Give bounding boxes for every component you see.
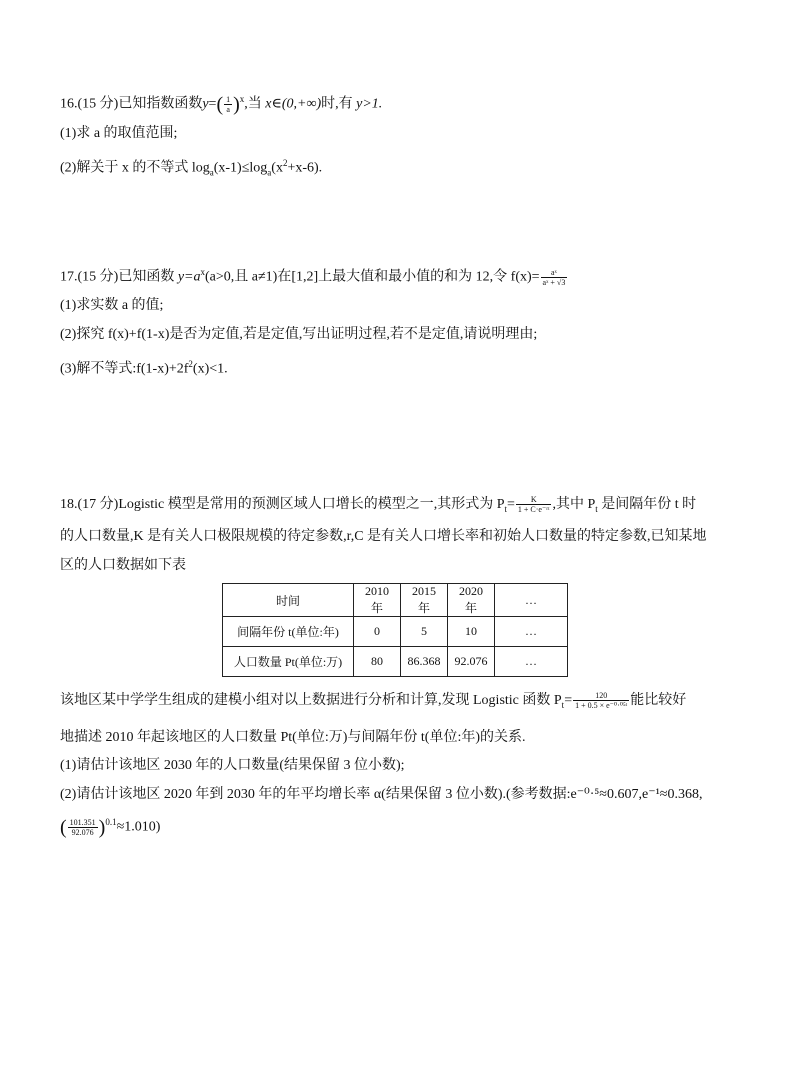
table-cell: 间隔年份 t(单位:年) (223, 617, 354, 647)
q18-stem-eq: = (507, 497, 515, 512)
q17-stem-a: 17.(15 分)已知函数 (60, 269, 178, 285)
table-cell: 10 (448, 617, 495, 647)
q18-ref-val: ≈1.010) (116, 819, 161, 835)
table-cell: 2020 年 (448, 584, 495, 617)
q18-ref-exp: 0.1 (105, 817, 117, 827)
q16-part2-c: (x (271, 160, 283, 176)
q17-frac-num: aˣ (541, 268, 568, 278)
q17-frac-den: aˣ + √3 (542, 277, 566, 287)
table-cell: 80 (354, 647, 401, 677)
q17-part3-b: (x)<1. (192, 361, 228, 377)
q17-fraction (541, 268, 568, 287)
q18-line2: 的人口数量,K 是有关人口极限规模的待定参数,r,C 是有关人口增长率和初始人口数量的特定参数,已知某地 (60, 529, 707, 544)
q16-stem-c: 时,有 (321, 96, 357, 112)
q16-func-var: y (202, 96, 209, 112)
q18-after-a: 该地区某中学学生组成的建模小组对以上数据进行分析和计算,发现 Logistic 函数 P (60, 693, 562, 708)
q18-ref-paren-open: ( (60, 816, 67, 839)
q16-paren-close: ) (233, 93, 240, 116)
q18-part1: (1)请估计该地区 2030 年的人口数量(结果保留 3 位小数); (60, 758, 405, 773)
q16-part2-d: +x-6). (287, 160, 323, 176)
q18-ref-num: 101.351 (69, 817, 96, 827)
q18-after-sub: t (561, 699, 565, 710)
q16-cond: x∈(0,+∞) (265, 96, 322, 112)
q16-stem-text: 16.(15 分)已知指数函数 (60, 96, 203, 112)
q18-after-b: 能比较好 (630, 693, 687, 708)
q17-stem-b: (a>0,且 a≠1)在[1,2]上最大值和最小值的和为 12,令 f(x)= (205, 269, 540, 285)
q17-part1: (1)求实数 a 的值; (60, 298, 164, 313)
table-cell: 人口数量 Pt(单位:万) (223, 647, 354, 677)
q18-stem-sub: t (504, 503, 508, 514)
q16-part1: (1)求 a 的取值范围; (60, 126, 178, 141)
q16-exp: x (239, 94, 245, 104)
q18-after-fraction (573, 691, 629, 710)
q18-stem-c: 是间隔年份 t 时 (597, 497, 697, 512)
table-cell: 0 (354, 617, 401, 647)
q18-after-frac-num: 120 (573, 691, 629, 701)
q18-frac-den: 1 + C·e⁻ʳᵗ (517, 505, 550, 515)
q16-fraction (224, 95, 232, 114)
q16-result: y>1. (356, 96, 383, 112)
q17-part3 (60, 354, 228, 380)
table-cell: … (495, 617, 568, 647)
q17-stem (60, 262, 568, 288)
table-cell: 86.368 (401, 647, 448, 677)
q17-func-sup: x (200, 267, 205, 277)
q18-ref (60, 812, 160, 838)
q16-part2-b: (x-1)≤log (213, 160, 268, 176)
q18-stem-b: ,其中 P (552, 497, 596, 512)
q16-part2 (60, 153, 322, 182)
q17-part3-a: (3)解不等式:f(1-x)+2f (60, 361, 189, 377)
table-header-row (223, 584, 568, 617)
table-cell: 2010 年 (354, 584, 401, 617)
q16-frac-den: a (226, 104, 230, 114)
q16-part2-sub: a (209, 167, 214, 178)
q16-paren-open: ( (216, 93, 224, 116)
q18-ref-fraction (68, 818, 98, 837)
q16-stem (60, 89, 382, 115)
q18-frac-num: K (516, 495, 552, 505)
q18-after-eq: = (564, 693, 573, 708)
q17-func: y=a (177, 269, 201, 285)
q18-after (60, 691, 686, 715)
table-cell: 92.076 (448, 647, 495, 677)
q17-part2: (2)探究 f(x)+f(1-x)是否为定值,若是定值,写出证明过程,若不是定值,请说明理由; (60, 327, 538, 342)
table-cell: … (495, 647, 568, 677)
q18-stem-sub2: t (595, 503, 598, 514)
q18-ref-den: 92.076 (71, 827, 94, 837)
q16-frac-num: 1 (226, 94, 231, 104)
q18-ref-paren-close: ) (98, 816, 106, 839)
table-cell: 5 (401, 617, 448, 647)
table-cell: 时间 (223, 584, 354, 617)
q16-part2-sub2: a (267, 167, 272, 178)
q16-part2-a: (2)解关于 x 的不等式 (60, 160, 192, 176)
q17-part3-sup: 2 (188, 359, 193, 369)
population-table (222, 583, 568, 677)
q16-stem-b: ,当 (244, 96, 266, 112)
q18-part2: (2)请估计该地区 2020 年到 2030 年的年平均增长率 α(结果保留 3 位小数).(参考数据:e⁻⁰·⁵≈0.607,e⁻¹≈0.368, (60, 787, 703, 802)
q18-fraction (516, 495, 552, 514)
q16-part2-log: log (191, 160, 210, 176)
q18-after-line2: 地描述 2010 年起该地区的人口数量 Pt(单位:万)与间隔年份 t(单位:年)的关系. (60, 730, 526, 745)
q18-after-frac-den: 1 + 0.5 × e⁻⁰·⁰⁵ᵗ (575, 701, 628, 711)
q18-stem (60, 495, 696, 519)
q16-eq: = (208, 96, 217, 112)
table-row (223, 617, 568, 647)
q18-line3: 区的人口数据如下表 (60, 558, 186, 573)
q18-stem-a: 18.(17 分)Logistic 模型是常用的预测区域人口增长的模型之一,其形式为 P (60, 497, 505, 512)
q16-part2-sup: 2 (282, 158, 288, 168)
table-cell: 2015 年 (401, 584, 448, 617)
table-row (223, 647, 568, 677)
table-cell: … (495, 584, 568, 617)
